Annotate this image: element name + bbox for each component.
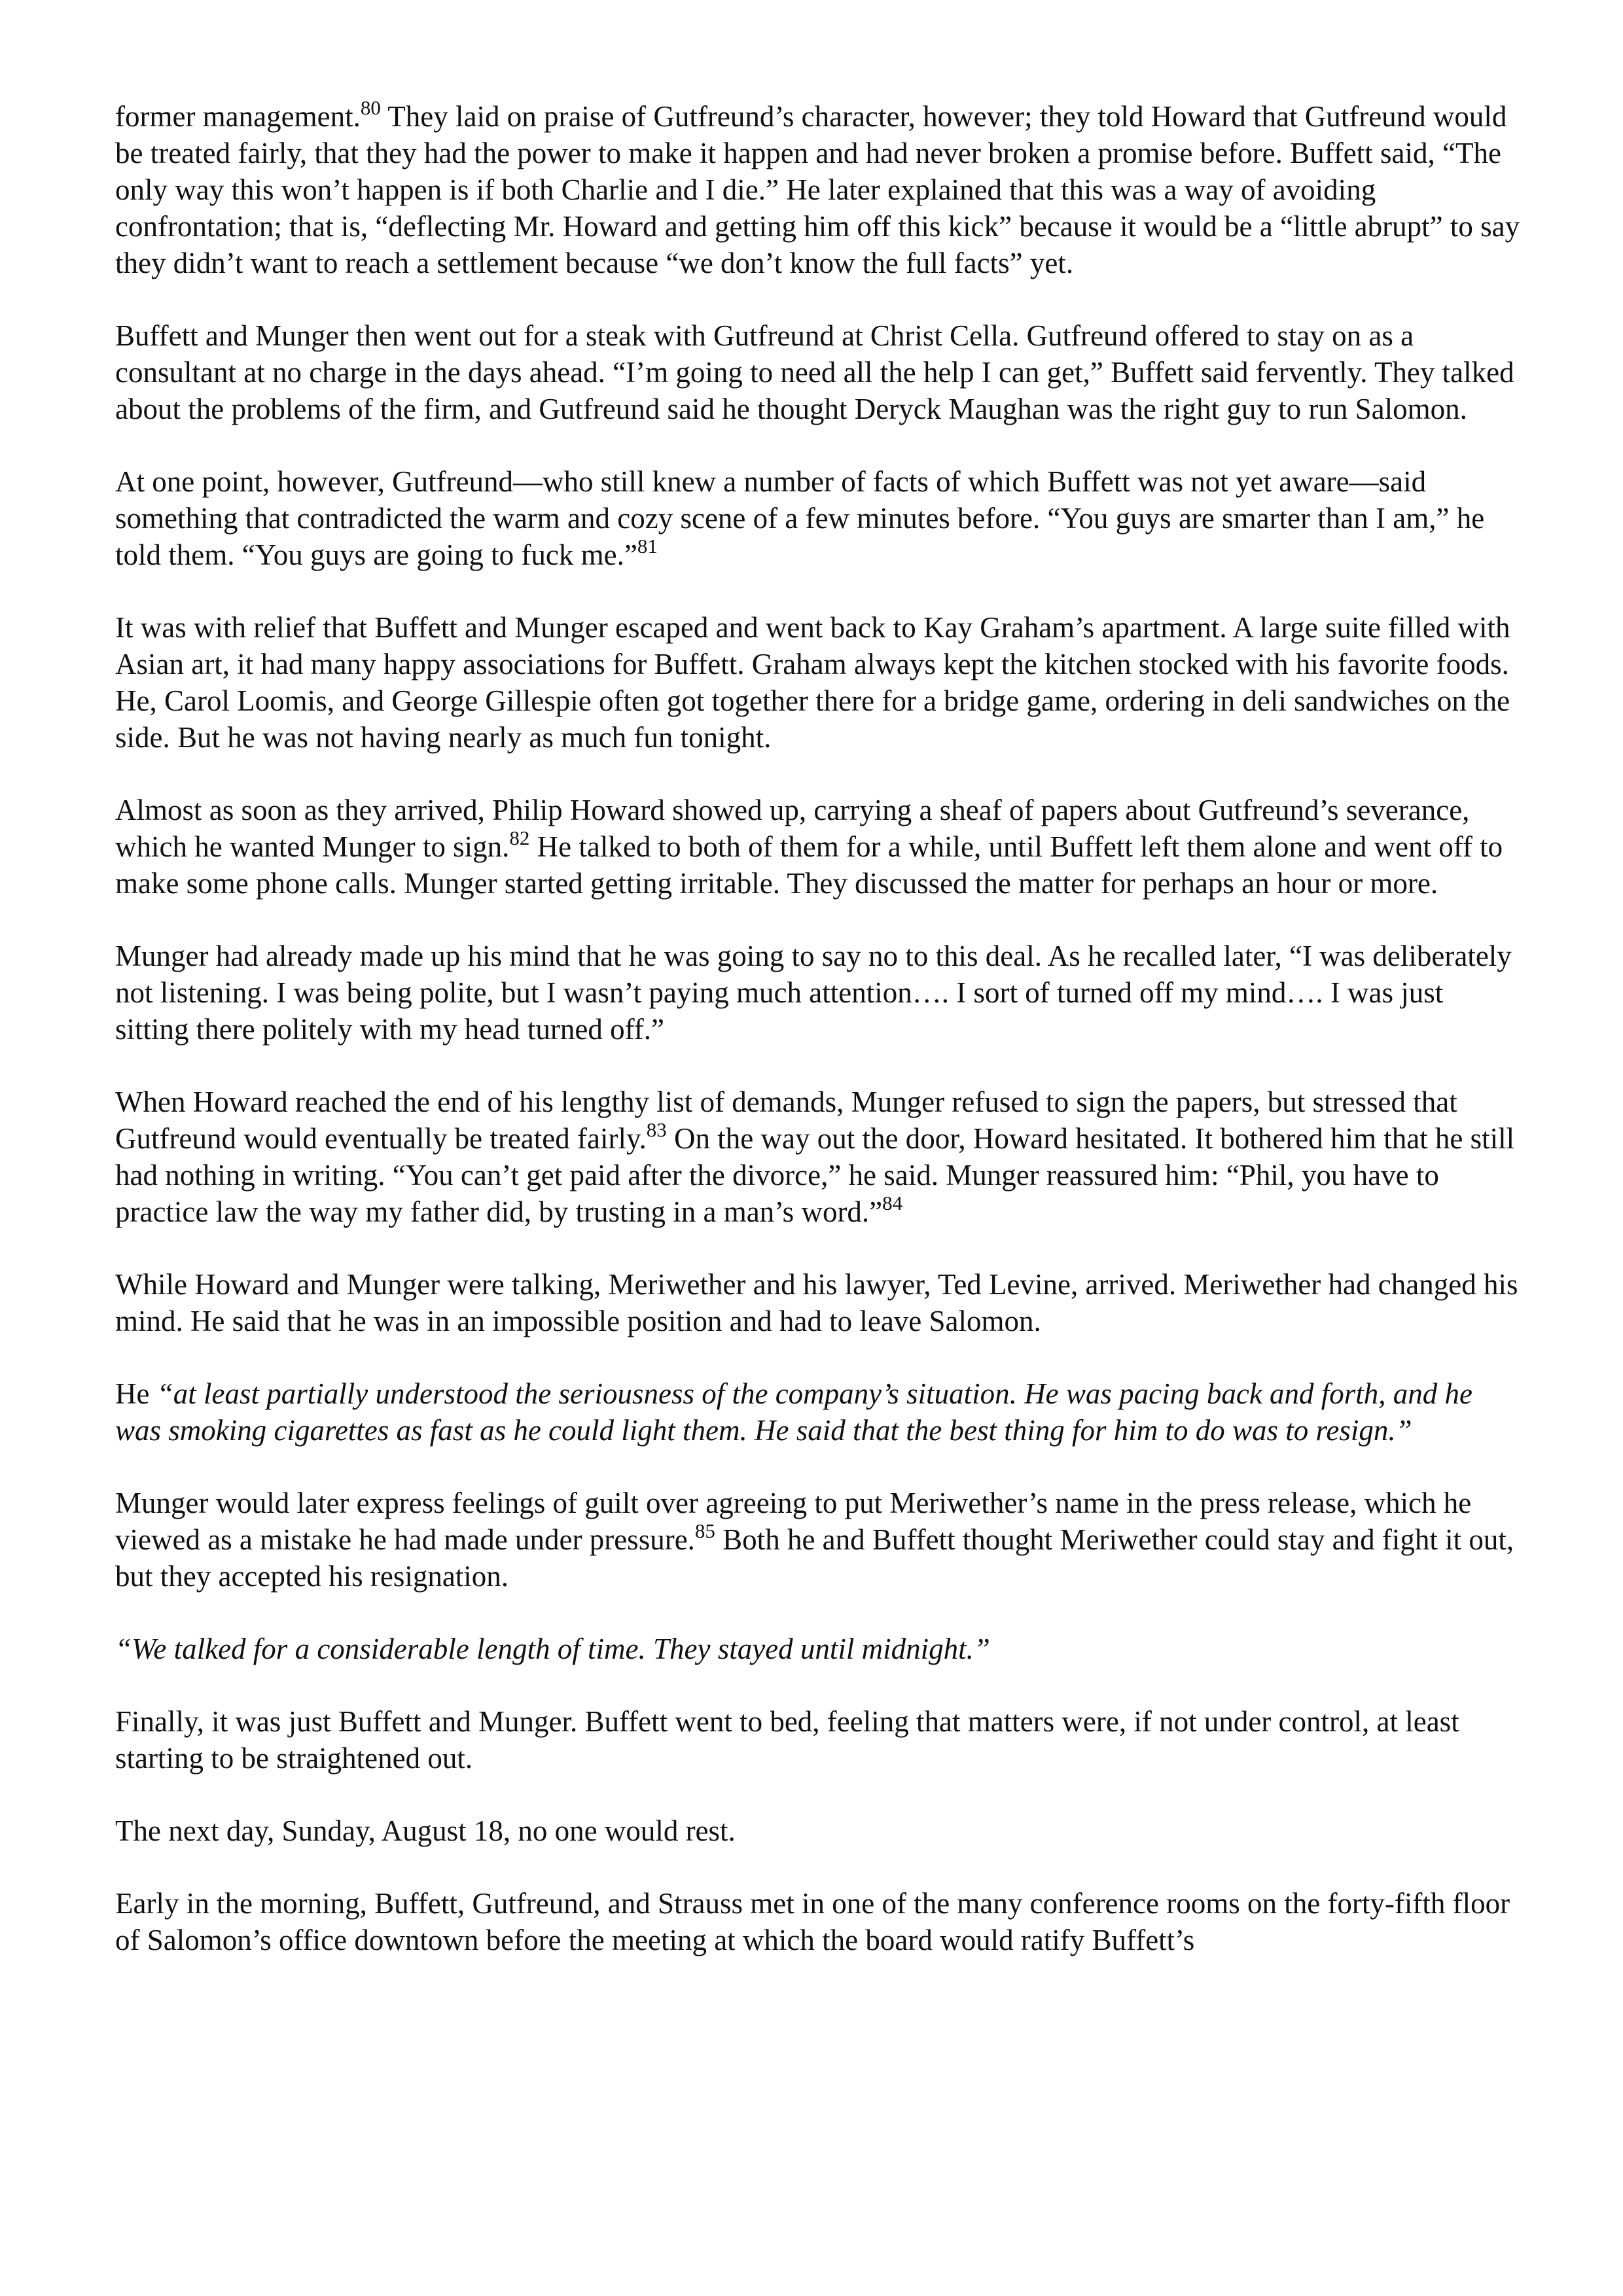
paragraph-6 [115,938,1522,1048]
text-run: They laid on praise of Gutfreund’s character, however; they told Howard that Gutfreund would be treated fairly, that they had the power to make it happen and had never broken a promise before. Buffett said, “The only way this won’t happen is if both Charlie and I die.” He later explained that this was a way of avoiding confrontation; that is, “deflecting Mr. Howard and getting him off this kick” because it would be a “little abrupt” to say they didn’t want to reach a settlement because “we don’t know the full facts” yet. [115,100,1520,279]
text-run: It was with relief that Buffett and Munger escaped and went back to Kay Graham’s apartment. A large suite filled with Asian art, it had many happy associations for Buffett. Graham always kept the kitchen stocked with his favorite foods. He, Carol Loomis, and George Gillespie often got together there for a bridge game, ordering in deli sandwiches on the side. But he was not having nearly as much fun tonight. [115,611,1510,754]
text-run: Munger would later express feelings of guilt over agreeing to put Meriwether’s name in the press release, which he viewed as a mistake he had made under pressure. [115,1487,1472,1556]
paragraph-14 [115,1885,1522,1958]
text-run: On the way out the door, Howard hesitated. It bothered him that he still had nothing in writing. “You can’t get paid after the divorce,” he said. Munger reassured him: “Phil, you have to practice law the way my father did, by trusting in a man’s word.” [115,1122,1515,1228]
paragraph-8 [115,1266,1522,1339]
paragraph-3 [115,463,1522,573]
footnote-ref-81[interactable]: 81 [637,535,658,557]
text-run: Finally, it was just Buffett and Munger. Buffett went to bed, feeling that matters were, if not under control, at least starting to be straightened out. [115,1705,1459,1775]
paragraph-4 [115,609,1522,756]
paragraph-13 [115,1812,1522,1849]
text-run: former management. [115,100,361,133]
footnote-ref-83[interactable]: 83 [646,1118,667,1141]
text-run: At one point, however, Gutfreund—who still knew a number of facts of which Buffett was not yet aware—said something that contradicted the warm and cozy scene of a few minutes before. “You guys are smarter than I am,” he told them. “You guys are going to fuck me.” [115,465,1485,571]
text-run: Both he and Buffett thought Meriwether could stay and fight it out, but they accepted his resignation. [115,1523,1514,1593]
italic-quote: “at least partially understood the seriousness of the company’s situation. He was pacing back and forth, and he was smoking cigarettes as fast as he could light them. He said that the best thing for him to do was to resign.” [115,1377,1473,1447]
text-run: He talked to both of them for a while, until Buffett left them alone and went off to make some phone calls. Munger started getting irritable. They discussed the matter for perhaps an hour or more. [115,830,1503,900]
text-run: Almost as soon as they arrived, Philip Howard showed up, carrying a sheaf of papers about Gutfreund’s severance, which he wanted Munger to sign. [115,794,1470,863]
footnote-ref-80[interactable]: 80 [360,96,381,119]
text-run: While Howard and Munger were talking, Meriwether and his lawyer, Ted Levine, arrived. Meriwether had changed his mind. He said that he was in an impossible position and had to leave Salomon. [115,1268,1518,1337]
document-page [115,98,1522,1994]
italic-quote: “We talked for a considerable length of time. They stayed until midnight.” [115,1633,990,1665]
text-run: Early in the morning, Buffett, Gutfreund, and Strauss met in one of the many conference rooms on the forty-fifth floor of Salomon’s office downtown before the meeting at which the board would ratify Buffett’s [115,1887,1510,1956]
paragraph-9-quote [115,1375,1522,1449]
paragraph-11-quote [115,1631,1522,1667]
paragraph-1 [115,98,1522,281]
paragraph-7 [115,1084,1522,1230]
text-run: Buffett and Munger then went out for a steak with Gutfreund at Christ Cella. Gutfreund offered to stay on as a consultant at no charge in the days ahead. “I’m going to need all the help I can get,” Buffett said fervently. They talked about the problems of the firm, and Gutfreund said he thought Deryck Maughan was the right guy to run Salomon. [115,319,1514,425]
footnote-ref-85[interactable]: 85 [694,1519,715,1542]
text-run: The next day, Sunday, August 18, no one would rest. [115,1814,736,1847]
footnote-ref-82[interactable]: 82 [509,826,530,849]
paragraph-12 [115,1703,1522,1776]
paragraph-10 [115,1485,1522,1595]
paragraph-2 [115,317,1522,427]
text-run: He [115,1377,157,1410]
text-run: Munger had already made up his mind that he was going to say no to this deal. As he recalled later, “I was deliberately not listening. I was being polite, but I wasn’t paying much attention…. I sort of turned off my mind…. I was just sitting there politely with my head turned off.” [115,940,1512,1046]
footnote-ref-84[interactable]: 84 [882,1192,903,1214]
text-run: When Howard reached the end of his lengthy list of demands, Munger refused to sign the papers, but stressed that Gutfreund would eventually be treated fairly. [115,1086,1457,1155]
paragraph-5 [115,792,1522,902]
